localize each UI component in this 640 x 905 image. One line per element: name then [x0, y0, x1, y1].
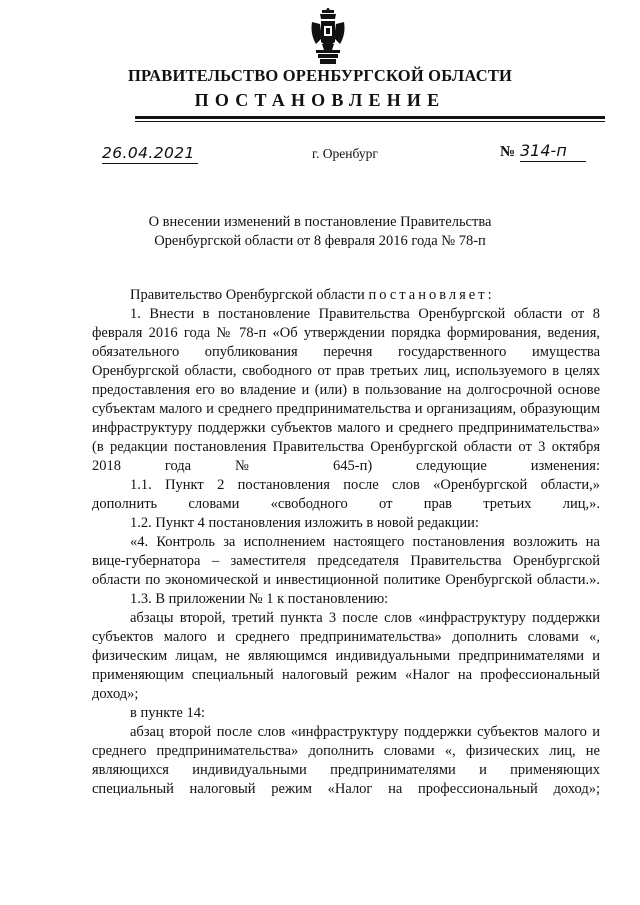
paragraph-line: 1.1. Пункт 2 постановления после слов «Оренбургской области,» [130, 477, 600, 493]
paragraph-line: целях предоставления его во владение и (или) в пользование на [92, 363, 600, 398]
document-date: 26.04.2021 [102, 144, 198, 164]
paragraph-line: дополнить словами «свободного от прав третьих лиц,». [92, 496, 600, 512]
document-number: 314-п [520, 141, 586, 162]
paragraph-line: 1. Внести в постановление Правительства Оренбургской области [130, 306, 563, 322]
coat-of-arms-icon [308, 8, 348, 66]
paragraph-line: Оренбургской области, свободного от прав третьих лиц, используемого в [92, 363, 560, 379]
paragraph-line: области по экономической и инвестиционной политике Оренбургской [92, 572, 533, 588]
paragraph-line: словами «, физическим лицам, не являющимся индивидуальными [92, 629, 601, 664]
paragraph-1-3-a [92, 609, 600, 704]
header-rule-thin [135, 121, 605, 122]
paragraph-line: среднего предпринимательства» (в редакции постановления Правительства [92, 420, 601, 455]
subject-line: О внесении изменений в постановление Правительства [148, 214, 492, 230]
document-body [92, 286, 600, 799]
paragraph-1-1 [92, 476, 600, 514]
paragraph-14-a [92, 723, 600, 799]
document-kind: ПОСТАНОВЛЕНИЕ [194, 90, 446, 110]
paragraph-1-3: 1.3. В приложении № 1 к постановлению: [130, 591, 389, 607]
document-subject [0, 213, 640, 251]
paragraph-line: вице-губернатора – заместителя председателя Правительства Оренбургской [92, 553, 600, 569]
paragraph-line: Оренбургской области от 3 октября 2018 года № 645-п) следующие [92, 439, 600, 474]
header-rule-thick [135, 116, 605, 119]
paragraph-line: поддержки субъектов малого и среднего предпринимательства» дополнить [92, 610, 600, 645]
paragraph-line: абзац второй после слов «инфраструктуру поддержки субъектов [130, 724, 539, 740]
paragraph-line: изменения: [530, 458, 600, 474]
paragraph-line: области.». [537, 572, 601, 588]
intro-prefix: Правительство Оренбургской области [130, 287, 369, 303]
paragraph-14: в пункте 14: [130, 705, 206, 721]
paragraph-4-quote [92, 533, 600, 590]
paragraph-1-2: 1.2. Пункт 4 постановления изложить в новой редакции: [130, 515, 479, 531]
paragraph-line: малого и среднего предпринимательства» дополнить словами «, физических [92, 724, 601, 759]
intro-suffix: : [487, 287, 492, 303]
subject-line: Оренбургской области от 8 февраля 2016 года № 78-п [154, 233, 486, 249]
paragraph-line: абзацы второй, третий пункта 3 после слов «инфраструктуру [130, 610, 526, 626]
document-city: г. Оренбург [312, 146, 378, 161]
paragraph-line: долгосрочной основе субъектам малого и среднего предпринимательства и [92, 382, 601, 417]
intro-paragraph [92, 286, 600, 305]
paragraph-line: ведения, обязательного опубликования перечня государственного имущества [92, 325, 600, 360]
paragraph-line: лиц, не являющихся индивидуальными предпринимателями и применяющих [92, 743, 600, 778]
government-title: ПРАВИТЕЛЬСТВО ОРЕНБУРГСКОЙ ОБЛАСТИ [127, 66, 513, 85]
intro-spaced-word: постановляет [368, 287, 488, 303]
paragraph-line: «4. Контроль за исполнением настоящего постановления возложить на [130, 534, 600, 550]
paragraph-line: на профессиональный доход»; [92, 667, 601, 702]
paragraph-line: предпринимателями и применяющим специальный налоговый режим «Налог [92, 648, 600, 683]
paragraph-line: от 8 февраля 2016 года № 78-п «Об утверждении порядка формирования, [92, 306, 600, 341]
paragraph-line: специальный налоговый режим «Налог на профессиональный доход»; [92, 781, 600, 797]
paragraph-1 [92, 305, 600, 476]
paragraph-line: организациям, образующим инфраструктуру поддержки субъектов малого и [92, 401, 600, 436]
document-number-label: № [500, 144, 516, 160]
